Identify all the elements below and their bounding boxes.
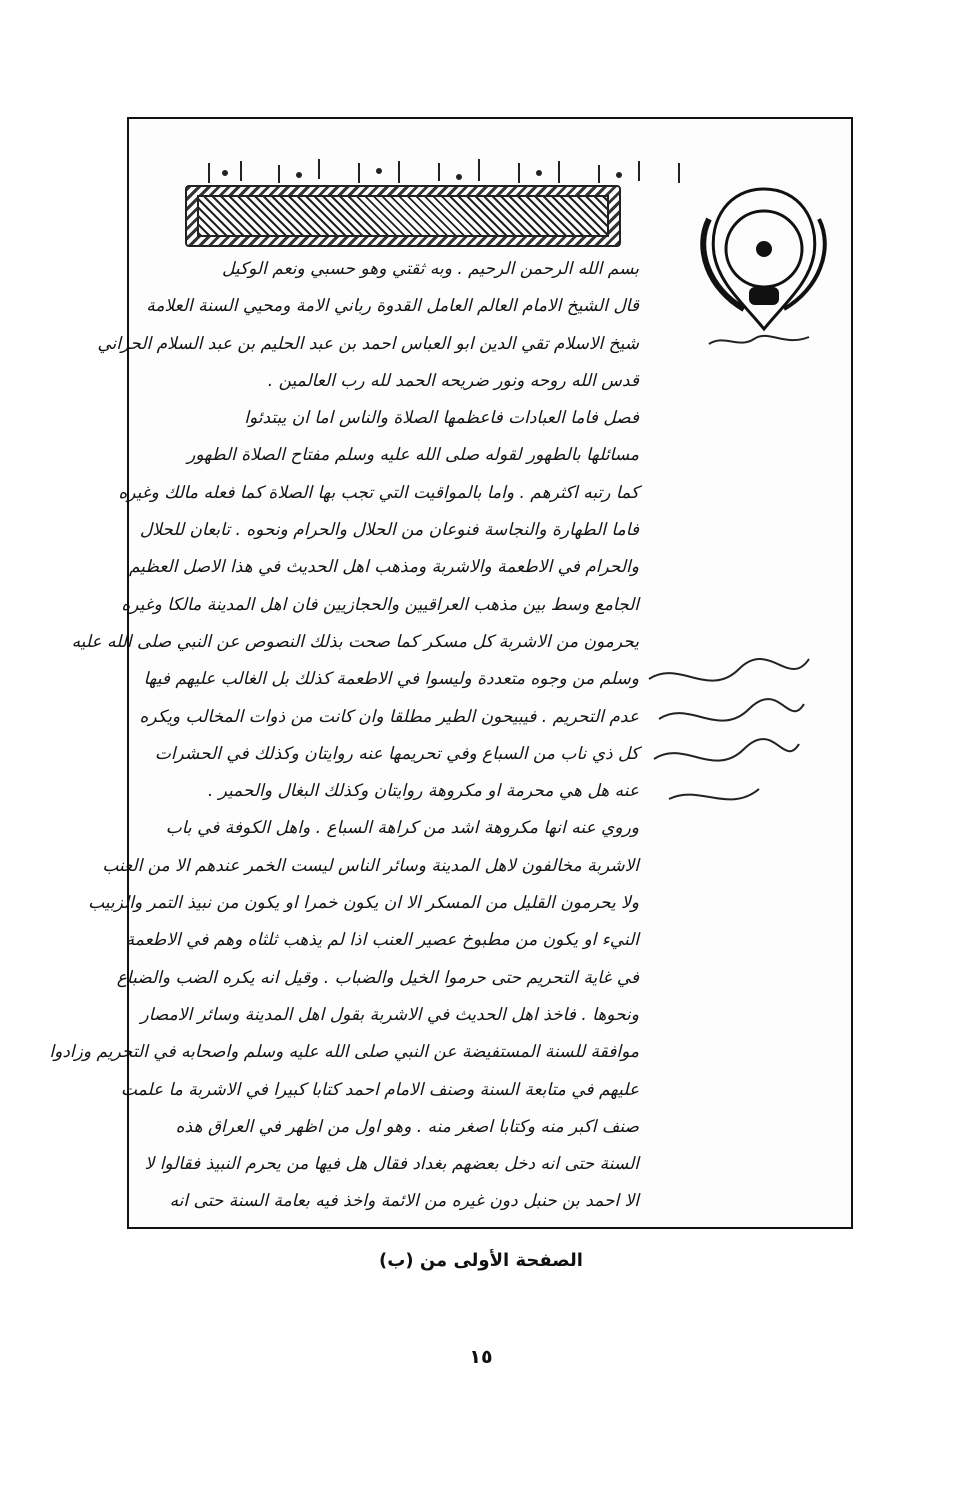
manuscript-line: موافقة للسنة المستفيضة عن النبي صلى الله عليه وسلم واصحابه في التحريم وزادوا <box>49 1042 639 1063</box>
manuscript-line: السنة حتى انه دخل بعضهم بغداد فقال هل فيها من يحرم النبيذ فقالوا لا <box>144 1154 639 1175</box>
page-number: ١٥ <box>469 1346 493 1368</box>
manuscript-line: قدس الله روحه ونور ضريحه الحمد لله رب العالمين . <box>267 370 639 391</box>
manuscript-line: صنف اكبر منه وكتابا اصغر منه . وهو اول من اظهر في العراق هذه <box>175 1116 639 1137</box>
ornamental-header-band <box>185 185 621 247</box>
manuscript-line: قال الشيخ الامام العالم العامل القدوة رباني الامة ومحيي السنة العلامة <box>146 296 639 317</box>
manuscript-line: والحرام في الاطعمة والاشربة ومذهب اهل الحديث في هذا الاصل العظيم <box>128 557 639 578</box>
manuscript-line: الا احمد بن حنبل دون غيره من الائمة واخذ فيه بعامة السنة حتى انه <box>169 1191 639 1212</box>
manuscript-frame <box>49 117 853 1229</box>
manuscript-line: كل ذي ناب من السباع وفي تحريمها عنه روايتان وكذلك في الحشرات <box>154 743 639 764</box>
manuscript-line: شيخ الاسلام تقي الدين ابو العباس احمد بن عبد الحليم بن عبد السلام الحراني <box>97 333 639 354</box>
manuscript-line: مسائلها بالطهور لقوله صلى الله عليه وسلم مفتاح الصلاة الطهور <box>187 445 639 466</box>
manuscript-line: عليهم في متابعة السنة وصنف الامام احمد كتابا كبيرا في الاشربة ما علمت <box>120 1079 639 1100</box>
manuscript-line: النيء او يكون من مطبوخ عصير العنب اذا لم يذهب ثلثاه وهم في الاطعمة <box>125 930 639 951</box>
manuscript-line: عدم التحريم . فيبيحون الطير مطلقا وان كانت من ذوات المخالب ويكره <box>139 706 639 727</box>
manuscript-line: الاشربة مخالفون لاهل المدينة وسائر الناس ليست الخمر عندهم الا من العنب <box>102 855 639 876</box>
library-seal-icon <box>689 179 839 339</box>
manuscript-line: في غاية التحريم حتى حرموا الخيل والضباب . وقيل انه يكره الضب والضباع <box>116 967 639 988</box>
manuscript-line: كما رتبه اكثرهم . واما بالمواقيت التي تجب بها الصلاة كما فعله مالك وغيره <box>118 482 639 503</box>
manuscript-line: يحرمون من الاشربة كل مسكر كما صحت بذلك النصوص عن النبي صلى الله عليه <box>71 631 639 652</box>
manuscript-text-block <box>49 251 639 1221</box>
manuscript-line: وسلم من وجوه متعددة وليسوا في الاطعمة كذلك بل الغالب عليهم فيها <box>143 669 639 690</box>
manuscript-line: وروي عنه انها مكروهة اشد من كراهة السباع . واهل الكوفة في باب <box>165 818 639 839</box>
manuscript-line: الجامع وسط بين مذهب العراقيين والحجازيين فان اهل المدينة مالكا وغيره <box>121 594 639 615</box>
manuscript-line: عنه هل هي محرمة او مكروهة روايتان وكذلك البغال والحمير . <box>207 781 639 802</box>
header-band-inner-pattern <box>197 195 609 237</box>
manuscript-line: فاما الطهارة والنجاسة فنوعان من الحلال والحرام ونحوه . تابعان للحلال <box>139 520 639 541</box>
manuscript-line: بسم الله الرحمن الرحيم . وبه ثقتي وهو حسبي ونعم الوكيل <box>222 259 639 279</box>
manuscript-line: فصل فاما العبادات فاعظمها الصلاة والناس اما ان يبتدئوا <box>244 408 639 429</box>
stamp-scribble <box>704 329 814 353</box>
figure-caption: الصفحة الأولى من (ب) <box>379 1250 583 1271</box>
manuscript-line: ونحوها . فاخذ اهل الحديث في الاشربة بقول اهل المدينة وسائر الامصار <box>140 1004 639 1025</box>
marginal-annotation-scribbles <box>639 639 819 839</box>
manuscript-line: ولا يحرمون القليل من المسكر الا ان يكون خمرا او يكون من نبيذ التمر والزبيب <box>88 893 639 914</box>
